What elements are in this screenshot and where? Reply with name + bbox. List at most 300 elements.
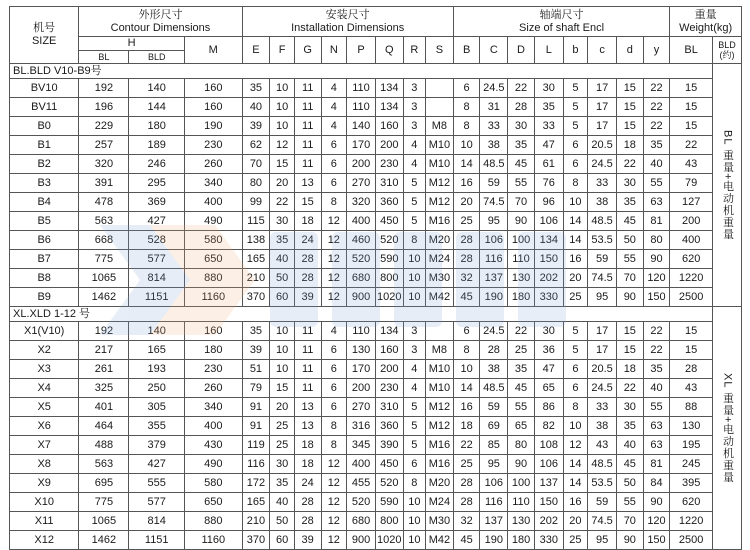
cell-l: 82 bbox=[534, 417, 563, 436]
cell-l: 33 bbox=[534, 117, 563, 136]
cell-h-bl: 391 bbox=[79, 174, 129, 193]
cell-c-lower: 74.5 bbox=[588, 269, 617, 288]
cell-l: 108 bbox=[534, 436, 563, 455]
cell-y: 81 bbox=[643, 455, 670, 474]
col-header-b-upper: B bbox=[453, 37, 480, 64]
cell-q: 230 bbox=[375, 155, 403, 174]
cell-l: 30 bbox=[534, 79, 563, 98]
cell-g: 18 bbox=[294, 212, 321, 231]
table-row bbox=[10, 531, 742, 550]
cell-n: 6 bbox=[321, 174, 347, 193]
cell-b-lower: 16 bbox=[563, 250, 588, 269]
cell-s: M42 bbox=[426, 531, 454, 550]
cell-s: M16 bbox=[426, 212, 454, 231]
cell-e: 138 bbox=[242, 231, 270, 250]
cell-s: M16 bbox=[426, 455, 454, 474]
cell-s: M42 bbox=[426, 288, 454, 307]
shaft-header-cn: 轴端尺寸 bbox=[539, 8, 584, 21]
cell-b-upper: 10 bbox=[453, 136, 480, 155]
cell-g: 18 bbox=[294, 436, 321, 455]
cell-b-upper: 18 bbox=[453, 417, 480, 436]
cell-s: M10 bbox=[426, 360, 454, 379]
cell-f: 50 bbox=[270, 512, 295, 531]
cell-e: 40 bbox=[242, 98, 270, 117]
cell-g: 28 bbox=[294, 269, 321, 288]
cell-c-lower: 24.5 bbox=[588, 155, 617, 174]
cell-b-lower: 5 bbox=[563, 322, 588, 341]
cell-s: M8 bbox=[426, 117, 454, 136]
cell-n: 12 bbox=[321, 531, 347, 550]
cell-g: 13 bbox=[294, 174, 321, 193]
cell-q: 310 bbox=[375, 174, 403, 193]
cell-h-bld: 189 bbox=[129, 136, 184, 155]
cell-q: 450 bbox=[375, 455, 403, 474]
cell-size: X9 bbox=[10, 474, 79, 493]
cell-g: 24 bbox=[294, 474, 321, 493]
cell-d-upper: 100 bbox=[508, 474, 535, 493]
cell-n: 6 bbox=[321, 155, 347, 174]
cell-q: 310 bbox=[375, 398, 403, 417]
cell-e: 80 bbox=[242, 174, 270, 193]
cell-c-upper: 116 bbox=[480, 250, 508, 269]
cell-weight-bl: 88 bbox=[670, 398, 713, 417]
cell-c-lower: 53.5 bbox=[588, 231, 617, 250]
cell-weight-bl: 43 bbox=[670, 379, 713, 398]
cell-size: X5 bbox=[10, 398, 79, 417]
cell-f: 12 bbox=[270, 136, 295, 155]
cell-b-lower: 5 bbox=[563, 117, 588, 136]
cell-b-upper: 22 bbox=[453, 436, 480, 455]
cell-d-lower: 15 bbox=[616, 117, 643, 136]
cell-m: 430 bbox=[184, 436, 242, 455]
cell-weight-bl: 15 bbox=[670, 322, 713, 341]
cell-e: 165 bbox=[242, 493, 270, 512]
cell-f: 30 bbox=[270, 212, 295, 231]
cell-s: M12 bbox=[426, 174, 454, 193]
cell-size: X1(V10) bbox=[10, 322, 79, 341]
col-header-d-upper: D bbox=[508, 37, 535, 64]
cell-q: 590 bbox=[375, 250, 403, 269]
cell-b-upper: 8 bbox=[453, 98, 480, 117]
cell-r: 8 bbox=[403, 474, 425, 493]
cell-d-lower: 55 bbox=[616, 493, 643, 512]
cell-f: 15 bbox=[270, 155, 295, 174]
cell-weight-bl: 1220 bbox=[670, 512, 713, 531]
cell-y: 120 bbox=[643, 269, 670, 288]
cell-r: 10 bbox=[403, 288, 425, 307]
table-row bbox=[10, 512, 742, 531]
cell-b-lower: 14 bbox=[563, 474, 588, 493]
cell-s: M16 bbox=[426, 436, 454, 455]
section-header-row bbox=[10, 64, 742, 79]
cell-d-upper: 130 bbox=[508, 269, 535, 288]
cell-s bbox=[426, 98, 454, 117]
col-header-p: P bbox=[347, 37, 376, 64]
cell-s: M10 bbox=[426, 155, 454, 174]
cell-h-bl: 401 bbox=[79, 398, 129, 417]
cell-n: 12 bbox=[321, 493, 347, 512]
cell-b-upper: 45 bbox=[453, 288, 480, 307]
cell-d-upper: 110 bbox=[508, 250, 535, 269]
cell-e: 35 bbox=[242, 79, 270, 98]
cell-d-upper: 130 bbox=[508, 512, 535, 531]
cell-l: 137 bbox=[534, 474, 563, 493]
cell-h-bl: 1462 bbox=[79, 531, 129, 550]
cell-weight-bl: 245 bbox=[670, 455, 713, 474]
cell-c-upper: 95 bbox=[480, 455, 508, 474]
cell-m: 160 bbox=[184, 79, 242, 98]
cell-h-bl: 775 bbox=[79, 493, 129, 512]
cell-d-lower: 18 bbox=[616, 136, 643, 155]
cell-h-bld: 427 bbox=[129, 455, 184, 474]
cell-h-bl: 478 bbox=[79, 193, 129, 212]
cell-c-lower: 17 bbox=[588, 322, 617, 341]
cell-r: 6 bbox=[403, 455, 425, 474]
cell-c-upper: 48.5 bbox=[480, 379, 508, 398]
cell-c-upper: 190 bbox=[480, 531, 508, 550]
cell-c-upper: 48.5 bbox=[480, 155, 508, 174]
cell-h-bl: 668 bbox=[79, 231, 129, 250]
table-row bbox=[10, 117, 742, 136]
cell-b-lower: 16 bbox=[563, 493, 588, 512]
cell-c-upper: 33 bbox=[480, 117, 508, 136]
cell-n: 8 bbox=[321, 436, 347, 455]
col-header-n: N bbox=[321, 37, 347, 64]
cell-y: 63 bbox=[643, 193, 670, 212]
cell-d-upper: 180 bbox=[508, 288, 535, 307]
cell-h-bl: 196 bbox=[79, 98, 129, 117]
cell-weight-bl: 195 bbox=[670, 436, 713, 455]
cell-d-lower: 90 bbox=[616, 531, 643, 550]
cell-r: 5 bbox=[403, 417, 425, 436]
cell-g: 13 bbox=[294, 398, 321, 417]
cell-b-lower: 5 bbox=[563, 341, 588, 360]
cell-d-lower: 40 bbox=[616, 436, 643, 455]
cell-c-upper: 24.5 bbox=[480, 322, 508, 341]
cell-size: B7 bbox=[10, 250, 79, 269]
table-row bbox=[10, 436, 742, 455]
cell-size: BV11 bbox=[10, 98, 79, 117]
cell-g: 11 bbox=[294, 136, 321, 155]
section-header-row bbox=[10, 307, 742, 322]
cell-d-upper: 65 bbox=[508, 417, 535, 436]
cell-h-bl: 320 bbox=[79, 155, 129, 174]
cell-h-bld: 165 bbox=[129, 341, 184, 360]
cell-weight-bl: 395 bbox=[670, 474, 713, 493]
cell-e: 116 bbox=[242, 455, 270, 474]
cell-c-upper: 106 bbox=[480, 474, 508, 493]
h-bld-header: BLD bbox=[129, 51, 184, 64]
table-row bbox=[10, 174, 742, 193]
cell-p: 270 bbox=[347, 174, 376, 193]
cell-r: 10 bbox=[403, 531, 425, 550]
cell-y: 22 bbox=[643, 98, 670, 117]
cell-h-bl: 563 bbox=[79, 212, 129, 231]
cell-n: 6 bbox=[321, 136, 347, 155]
cell-l: 61 bbox=[534, 155, 563, 174]
cell-l: 47 bbox=[534, 360, 563, 379]
cell-s: M24 bbox=[426, 493, 454, 512]
cell-d-lower: 70 bbox=[616, 512, 643, 531]
cell-c-upper: 74.5 bbox=[480, 193, 508, 212]
cell-weight-bl: 2500 bbox=[670, 531, 713, 550]
cell-q: 134 bbox=[375, 79, 403, 98]
cell-b-lower: 8 bbox=[563, 398, 588, 417]
cell-h-bld: 814 bbox=[129, 512, 184, 531]
cell-e: 39 bbox=[242, 341, 270, 360]
cell-b-lower: 8 bbox=[563, 174, 588, 193]
cell-g: 11 bbox=[294, 155, 321, 174]
cell-weight-bl: 127 bbox=[670, 193, 713, 212]
cell-d-lower: 15 bbox=[616, 341, 643, 360]
cell-f: 35 bbox=[270, 231, 295, 250]
cell-f: 22 bbox=[270, 193, 295, 212]
cell-r: 10 bbox=[403, 269, 425, 288]
cell-d-upper: 45 bbox=[508, 155, 535, 174]
size-header-en: SIZE bbox=[31, 35, 57, 47]
cell-l: 47 bbox=[534, 136, 563, 155]
cell-c-lower: 95 bbox=[588, 288, 617, 307]
cell-d-upper: 180 bbox=[508, 531, 535, 550]
cell-e: 51 bbox=[242, 360, 270, 379]
cell-c-lower: 74.5 bbox=[588, 512, 617, 531]
cell-e: 62 bbox=[242, 136, 270, 155]
cell-h-bl: 464 bbox=[79, 417, 129, 436]
cell-q: 134 bbox=[375, 322, 403, 341]
cell-h-bld: 814 bbox=[129, 269, 184, 288]
cell-p: 130 bbox=[347, 341, 376, 360]
cell-b-lower: 10 bbox=[563, 193, 588, 212]
cell-h-bl: 217 bbox=[79, 341, 129, 360]
cell-h-bld: 250 bbox=[129, 379, 184, 398]
cell-y: 35 bbox=[643, 360, 670, 379]
cell-b-upper: 45 bbox=[453, 531, 480, 550]
cell-s: M20 bbox=[426, 474, 454, 493]
cell-h-bl: 1065 bbox=[79, 512, 129, 531]
cell-e: 165 bbox=[242, 250, 270, 269]
cell-p: 320 bbox=[347, 193, 376, 212]
shaft-header bbox=[453, 7, 670, 37]
cell-h-bld: 140 bbox=[129, 322, 184, 341]
cell-m: 880 bbox=[184, 269, 242, 288]
cell-b-upper: 14 bbox=[453, 379, 480, 398]
cell-q: 1020 bbox=[375, 288, 403, 307]
contour-header bbox=[79, 7, 242, 37]
weight-bl-header: BL bbox=[670, 37, 713, 64]
cell-b-lower: 6 bbox=[563, 136, 588, 155]
cell-p: 400 bbox=[347, 455, 376, 474]
section-title: BL.BLD V10-B9号 bbox=[10, 64, 713, 79]
cell-h-bld: 355 bbox=[129, 417, 184, 436]
cell-g: 39 bbox=[294, 288, 321, 307]
cell-n: 12 bbox=[321, 512, 347, 531]
cell-b-lower: 20 bbox=[563, 269, 588, 288]
cell-size: X11 bbox=[10, 512, 79, 531]
cell-h-bl: 229 bbox=[79, 117, 129, 136]
cell-n: 12 bbox=[321, 231, 347, 250]
cell-q: 230 bbox=[375, 379, 403, 398]
cell-m: 650 bbox=[184, 493, 242, 512]
cell-size: B2 bbox=[10, 155, 79, 174]
cell-l: 36 bbox=[534, 341, 563, 360]
cell-p: 680 bbox=[347, 269, 376, 288]
cell-c-upper: 116 bbox=[480, 493, 508, 512]
cell-q: 160 bbox=[375, 117, 403, 136]
cell-h-bld: 577 bbox=[129, 250, 184, 269]
cell-b-upper: 16 bbox=[453, 398, 480, 417]
table-row bbox=[10, 341, 742, 360]
cell-y: 22 bbox=[643, 341, 670, 360]
cell-f: 60 bbox=[270, 288, 295, 307]
cell-y: 40 bbox=[643, 379, 670, 398]
cell-s: M12 bbox=[426, 398, 454, 417]
cell-p: 460 bbox=[347, 231, 376, 250]
cell-y: 84 bbox=[643, 474, 670, 493]
cell-weight-bl: 15 bbox=[670, 341, 713, 360]
cell-weight-bl: 130 bbox=[670, 417, 713, 436]
cell-b-lower: 12 bbox=[563, 436, 588, 455]
table-row bbox=[10, 379, 742, 398]
cell-r: 3 bbox=[403, 98, 425, 117]
cell-r: 5 bbox=[403, 398, 425, 417]
cell-m: 490 bbox=[184, 212, 242, 231]
cell-weight-bl: 620 bbox=[670, 493, 713, 512]
cell-p: 110 bbox=[347, 79, 376, 98]
cell-size: BV10 bbox=[10, 79, 79, 98]
cell-r: 3 bbox=[403, 79, 425, 98]
cell-g: 11 bbox=[294, 322, 321, 341]
cell-q: 800 bbox=[375, 512, 403, 531]
cell-e: 70 bbox=[242, 155, 270, 174]
cell-size: B6 bbox=[10, 231, 79, 250]
cell-r: 4 bbox=[403, 360, 425, 379]
cell-p: 170 bbox=[347, 360, 376, 379]
cell-s bbox=[426, 79, 454, 98]
col-header-r: R bbox=[403, 37, 425, 64]
cell-q: 800 bbox=[375, 269, 403, 288]
cell-d-upper: 55 bbox=[508, 174, 535, 193]
cell-n: 12 bbox=[321, 212, 347, 231]
cell-q: 360 bbox=[375, 193, 403, 212]
cell-e: 172 bbox=[242, 474, 270, 493]
cell-d-lower: 70 bbox=[616, 269, 643, 288]
cell-d-upper: 100 bbox=[508, 231, 535, 250]
cell-e: 210 bbox=[242, 512, 270, 531]
cell-c-lower: 33 bbox=[588, 174, 617, 193]
cell-s: M30 bbox=[426, 512, 454, 531]
cell-d-lower: 15 bbox=[616, 79, 643, 98]
cell-size: X4 bbox=[10, 379, 79, 398]
cell-e: 35 bbox=[242, 322, 270, 341]
cell-m: 490 bbox=[184, 455, 242, 474]
col-header-s: S bbox=[426, 37, 454, 64]
cell-d-lower: 15 bbox=[616, 98, 643, 117]
cell-d-lower: 90 bbox=[616, 288, 643, 307]
cell-s: M10 bbox=[426, 379, 454, 398]
table-row bbox=[10, 417, 742, 436]
cell-c-upper: 137 bbox=[480, 512, 508, 531]
cell-e: 370 bbox=[242, 288, 270, 307]
cell-r: 3 bbox=[403, 117, 425, 136]
cell-b-lower: 14 bbox=[563, 455, 588, 474]
table-row bbox=[10, 474, 742, 493]
cell-b-lower: 10 bbox=[563, 417, 588, 436]
h-bl-header: BL bbox=[79, 51, 129, 64]
table-row bbox=[10, 455, 742, 474]
cell-e: 91 bbox=[242, 417, 270, 436]
cell-l: 106 bbox=[534, 212, 563, 231]
cell-c-lower: 33 bbox=[588, 398, 617, 417]
col-header-g: G bbox=[294, 37, 321, 64]
installation-header bbox=[242, 7, 453, 37]
cell-b-lower: 25 bbox=[563, 288, 588, 307]
cell-f: 60 bbox=[270, 531, 295, 550]
col-header-b-lower: b bbox=[563, 37, 588, 64]
cell-g: 11 bbox=[294, 98, 321, 117]
cell-m: 190 bbox=[184, 117, 242, 136]
cell-f: 15 bbox=[270, 379, 295, 398]
cell-y: 150 bbox=[643, 531, 670, 550]
cell-s: M30 bbox=[426, 269, 454, 288]
cell-m: 260 bbox=[184, 155, 242, 174]
cell-h-bld: 140 bbox=[129, 79, 184, 98]
cell-b-upper: 28 bbox=[453, 474, 480, 493]
cell-c-upper: 95 bbox=[480, 212, 508, 231]
cell-c-upper: 59 bbox=[480, 174, 508, 193]
cell-d-upper: 45 bbox=[508, 379, 535, 398]
cell-n: 12 bbox=[321, 455, 347, 474]
cell-e: 79 bbox=[242, 379, 270, 398]
cell-h-bl: 257 bbox=[79, 136, 129, 155]
cell-b-upper: 8 bbox=[453, 117, 480, 136]
cell-d-upper: 90 bbox=[508, 212, 535, 231]
col-header-l: L bbox=[534, 37, 563, 64]
cell-q: 360 bbox=[375, 417, 403, 436]
cell-y: 40 bbox=[643, 155, 670, 174]
cell-f: 40 bbox=[270, 493, 295, 512]
cell-h-bld: 528 bbox=[129, 231, 184, 250]
weight-header bbox=[670, 7, 742, 37]
cell-b-upper: 25 bbox=[453, 455, 480, 474]
cell-p: 270 bbox=[347, 398, 376, 417]
cell-h-bl: 563 bbox=[79, 455, 129, 474]
cell-d-upper: 90 bbox=[508, 455, 535, 474]
cell-h-bld: 295 bbox=[129, 174, 184, 193]
table-row bbox=[10, 493, 742, 512]
cell-d-upper: 110 bbox=[508, 493, 535, 512]
cell-b-upper: 28 bbox=[453, 231, 480, 250]
cell-size: B4 bbox=[10, 193, 79, 212]
table-row bbox=[10, 98, 742, 117]
cell-q: 450 bbox=[375, 212, 403, 231]
cell-c-upper: 106 bbox=[480, 231, 508, 250]
cell-size: X7 bbox=[10, 436, 79, 455]
cell-c-lower: 17 bbox=[588, 341, 617, 360]
cell-h-bld: 193 bbox=[129, 360, 184, 379]
cell-h-bl: 488 bbox=[79, 436, 129, 455]
cell-b-lower: 6 bbox=[563, 360, 588, 379]
cell-p: 520 bbox=[347, 250, 376, 269]
cell-d-lower: 35 bbox=[616, 193, 643, 212]
cell-r: 8 bbox=[403, 231, 425, 250]
cell-d-lower: 50 bbox=[616, 474, 643, 493]
cell-s bbox=[426, 322, 454, 341]
cell-c-upper: 137 bbox=[480, 269, 508, 288]
cell-d-lower: 50 bbox=[616, 231, 643, 250]
cell-b-upper: 32 bbox=[453, 512, 480, 531]
cell-size: X12 bbox=[10, 531, 79, 550]
cell-f: 10 bbox=[270, 79, 295, 98]
